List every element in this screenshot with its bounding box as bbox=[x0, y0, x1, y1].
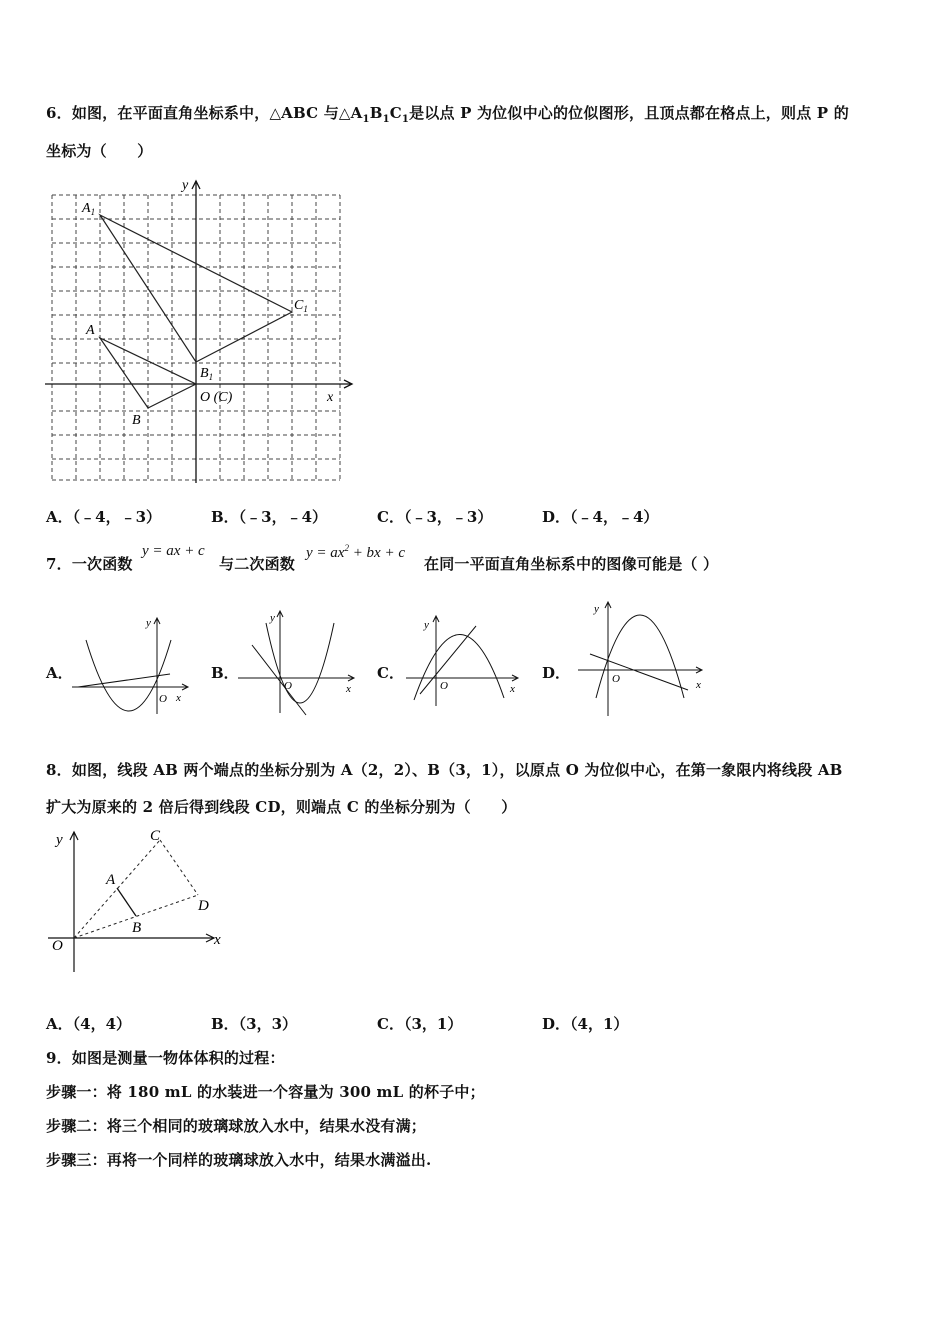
q8-option-a[interactable]: A．（4，4） bbox=[46, 1015, 132, 1033]
q7c-line bbox=[420, 626, 476, 694]
q7-graph-c bbox=[400, 610, 530, 720]
q9-step3: 步骤三：再将一个同样的玻璃球放入水中，结果水满溢出. bbox=[46, 1151, 432, 1169]
q8-b-label: B bbox=[132, 920, 142, 936]
q8-c-label: C bbox=[150, 828, 161, 844]
q7-stem-mid: 与二次函数 bbox=[219, 555, 296, 573]
q6-option-d[interactable]: D．（﹣4，﹣4） bbox=[542, 508, 659, 526]
svg-text:O: O bbox=[440, 680, 448, 692]
q7-formula-quadratic: $y = ax^2$ + bx + c bbox=[306, 543, 405, 561]
q9-stem: 9．如图是测量一物体体积的过程： bbox=[46, 1049, 285, 1067]
q7d-line bbox=[590, 654, 688, 690]
q9-step2: 步骤二：将三个相同的玻璃球放入水中，结果水没有满； bbox=[46, 1117, 427, 1135]
q6-a1-label: $A_1$ bbox=[82, 201, 96, 217]
q7d-parabola bbox=[596, 615, 684, 698]
q8-a-label: A bbox=[106, 872, 116, 888]
svg-text:O: O bbox=[284, 680, 292, 692]
q7-option-d[interactable]: D． bbox=[542, 664, 571, 682]
q8-x-label: x bbox=[214, 932, 221, 948]
q6-y-label: y bbox=[182, 178, 189, 193]
q7-option-a[interactable]: A． bbox=[46, 664, 73, 682]
q6-option-a[interactable]: A．（﹣4，﹣3） bbox=[46, 508, 162, 526]
svg-text:x: x bbox=[346, 683, 351, 695]
q6-b1-label: $B_1$ bbox=[200, 366, 214, 382]
q8-option-b[interactable]: B．（3，3） bbox=[211, 1015, 298, 1033]
q8-y-label: y bbox=[56, 832, 63, 848]
q7b-line bbox=[252, 645, 306, 715]
svg-text:O: O bbox=[612, 673, 620, 685]
q7-formula-linear: y = ax + c bbox=[142, 543, 205, 559]
q6-c1-label: $C_1$ bbox=[294, 298, 308, 314]
q6-option-c[interactable]: C．（﹣3，﹣3） bbox=[377, 508, 493, 526]
q8-o-label: O bbox=[52, 938, 63, 954]
q7-option-c[interactable]: C． bbox=[377, 664, 404, 682]
svg-text:O: O bbox=[159, 693, 167, 705]
svg-text:y: y bbox=[146, 617, 151, 629]
q6-origin-label: O (C) bbox=[200, 390, 233, 405]
svg-text:x: x bbox=[696, 679, 701, 691]
q7-graph-d bbox=[574, 598, 704, 718]
q7c-parabola bbox=[414, 634, 504, 700]
q8-figure bbox=[44, 826, 234, 976]
q8-option-c[interactable]: C．（3，1） bbox=[377, 1015, 463, 1033]
q6-b-label: B bbox=[132, 413, 141, 428]
svg-text:x: x bbox=[176, 692, 181, 704]
q8-stem-line2: 扩大为原来的 2 倍后得到线段 CD，则端点 C 的坐标分别为（ ） bbox=[46, 798, 517, 816]
q8-segment-ab bbox=[117, 888, 136, 916]
q7-stem-post: 在同一平面直角坐标系中的图像可能是（ ） bbox=[424, 555, 719, 573]
q6-grid-figure bbox=[40, 175, 360, 485]
q6-a-label: A bbox=[86, 323, 95, 338]
svg-text:y: y bbox=[424, 619, 429, 631]
svg-text:x: x bbox=[510, 683, 515, 695]
q6-option-b[interactable]: B．（﹣3，﹣4） bbox=[211, 508, 328, 526]
q7b-parabola bbox=[266, 623, 334, 703]
q8-stem-line1: 8．如图，线段 AB 两个端点的坐标分别为 A（2，2）、B（3，1），以原点 O 为位似中心，在第一象限内将线段 AB bbox=[46, 761, 843, 779]
q6-x-label: x bbox=[327, 390, 334, 405]
q6-stem-line1: 6．如图，在平面直角坐标系中，△ABC 与$\triangle A_1B_1C_1$是以点 P 为位似中心的位似图形，且顶点都在格点上，则点 P 的 bbox=[46, 104, 849, 125]
q6-stem-line2: 坐标为（ ） bbox=[46, 142, 153, 160]
q8-option-d[interactable]: D．（4，1） bbox=[542, 1015, 629, 1033]
q7-stem-pre: 7．一次函数 bbox=[46, 555, 133, 573]
svg-text:y: y bbox=[594, 603, 599, 615]
q7-graph-a bbox=[70, 610, 200, 720]
q9-step1: 步骤一：将 180 mL 的水装进一个容量为 300 mL 的杯子中； bbox=[46, 1083, 485, 1101]
q7-option-b[interactable]: B． bbox=[211, 664, 239, 682]
svg-text:y: y bbox=[270, 612, 275, 624]
q8-d-label: D bbox=[198, 898, 209, 914]
q7-graph-b bbox=[236, 605, 366, 715]
